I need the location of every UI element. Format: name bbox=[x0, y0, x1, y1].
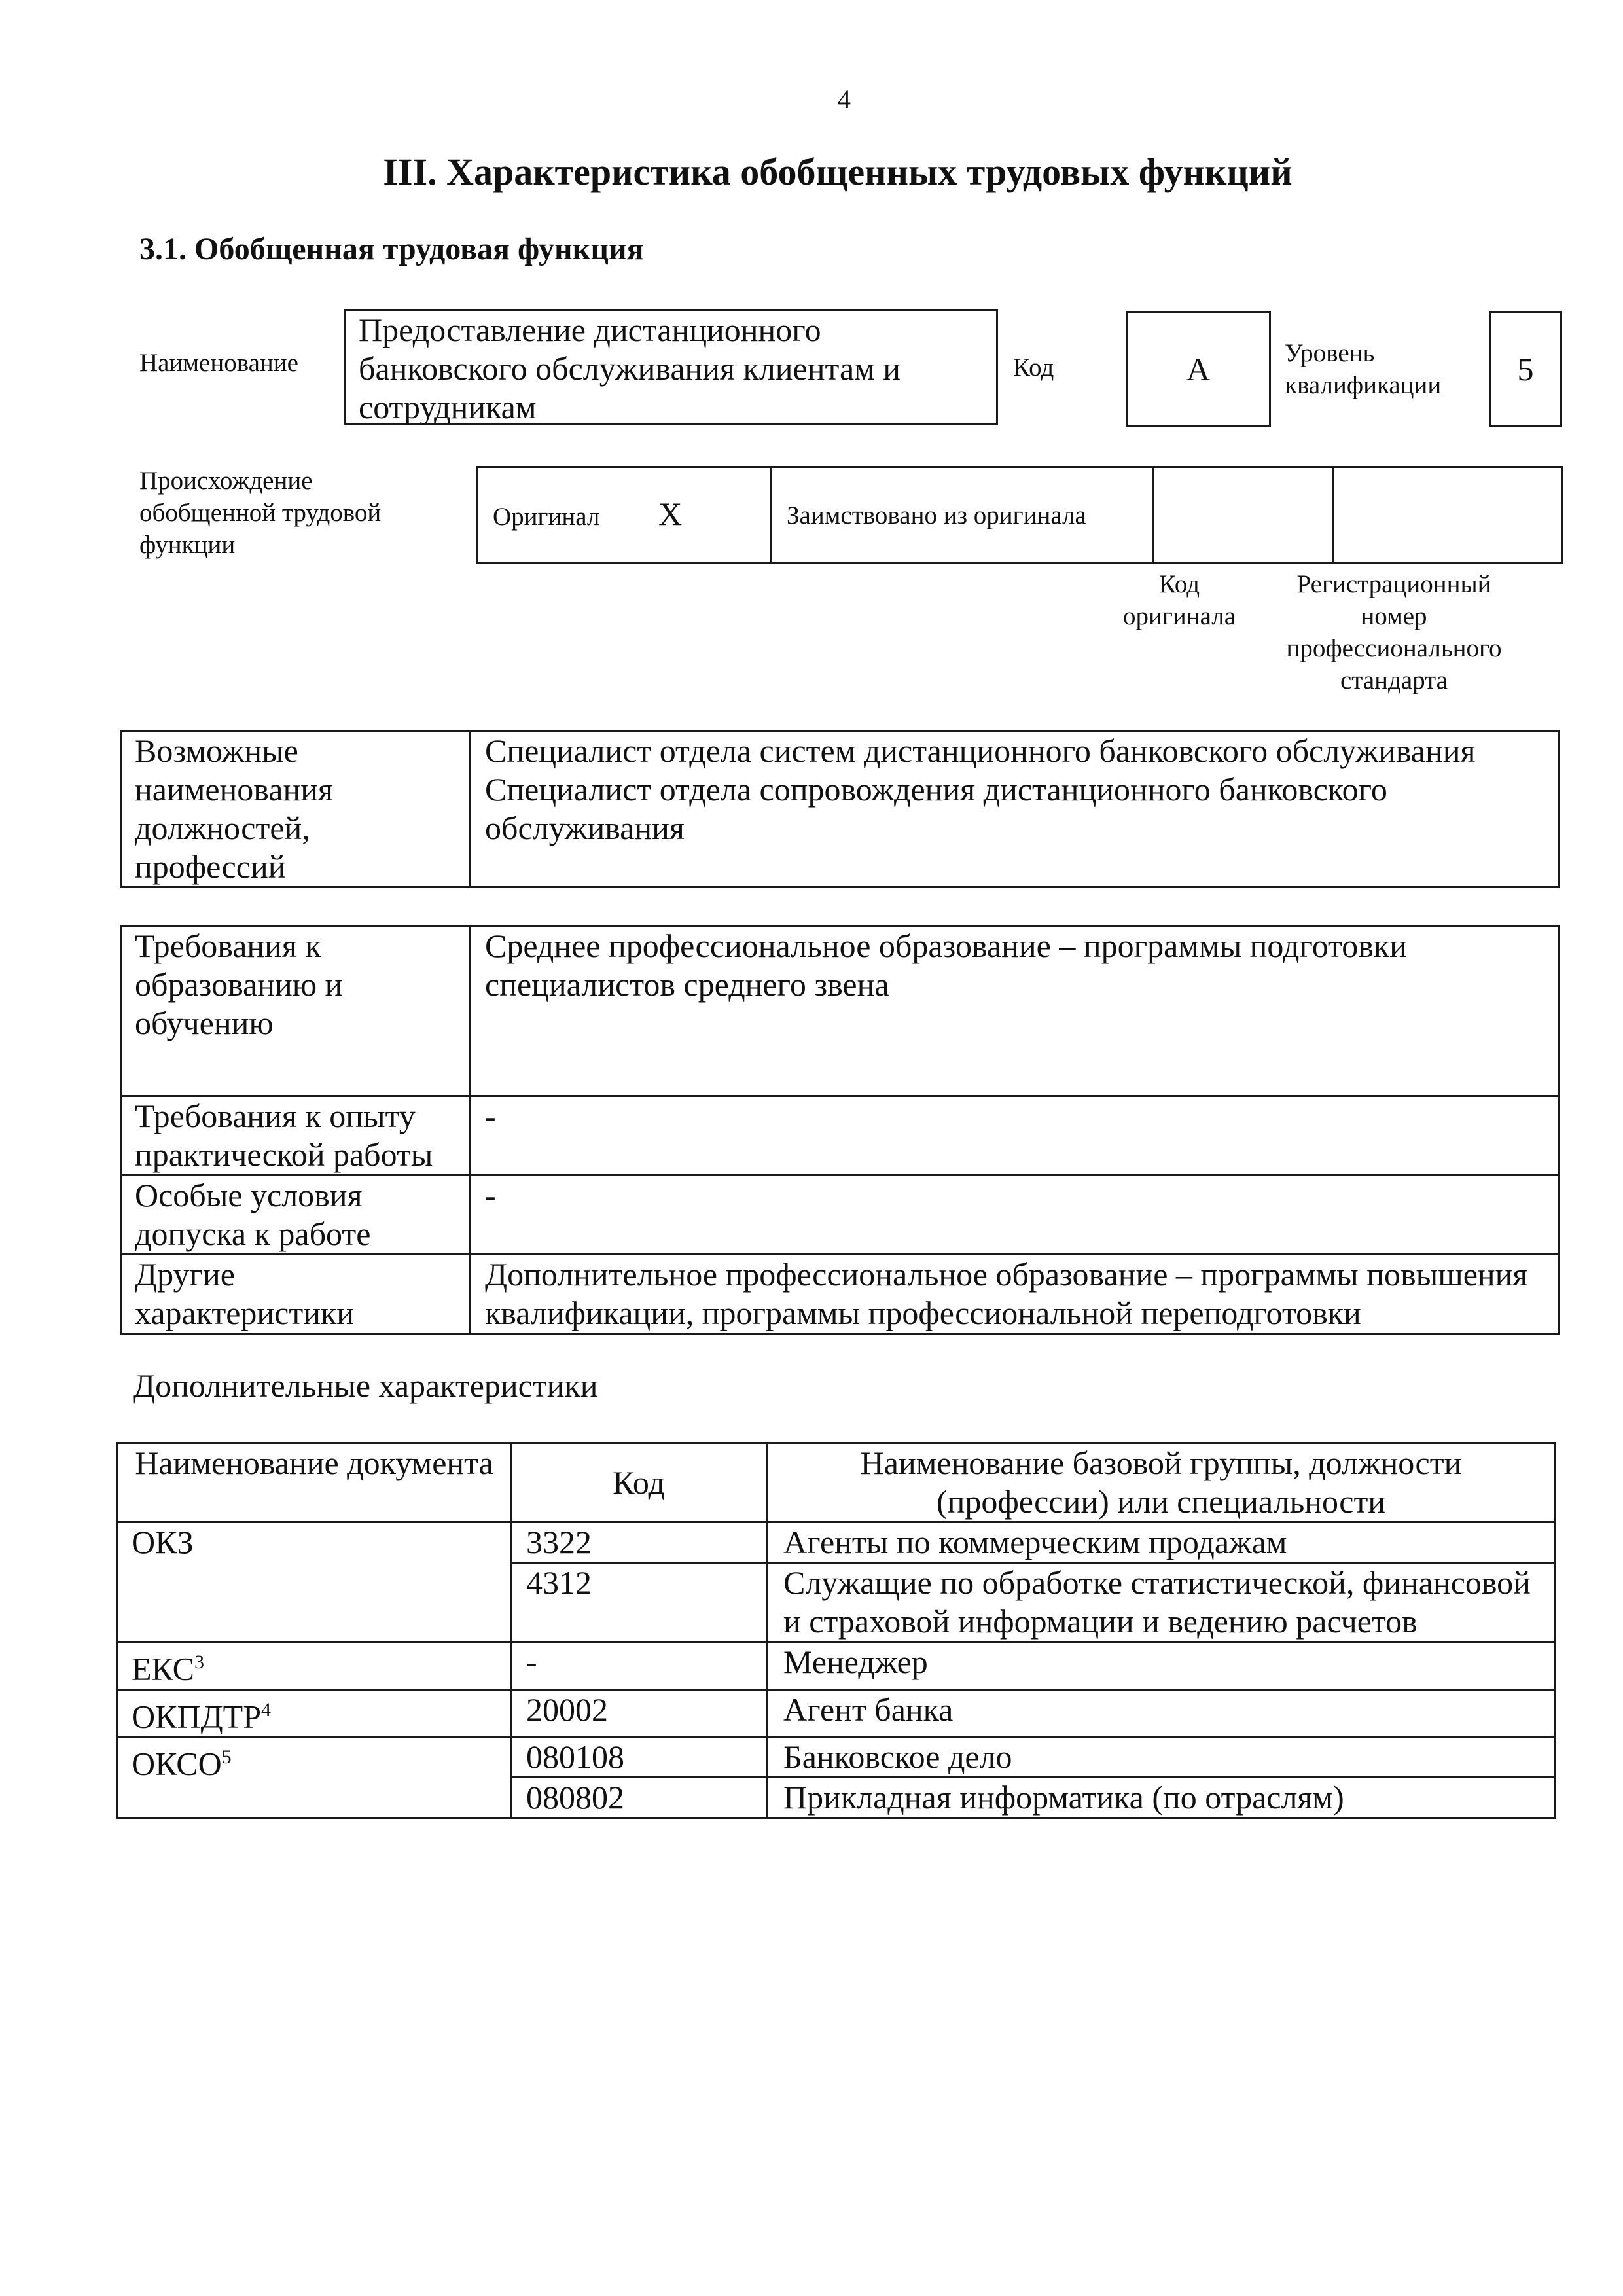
doc-cell bbox=[118, 1737, 511, 1818]
level-box bbox=[1489, 311, 1562, 427]
code-label: Код bbox=[1013, 353, 1054, 382]
name-box bbox=[344, 309, 998, 425]
doc-name: ОКЗ bbox=[132, 1524, 194, 1560]
footnote-ref: 5 bbox=[221, 1746, 232, 1768]
group-name-cell: Агент банка bbox=[767, 1689, 1556, 1737]
doc-name: ОКСО bbox=[132, 1745, 222, 1782]
requirement-label: Другие характеристики bbox=[121, 1255, 470, 1334]
doc-cell bbox=[118, 1689, 511, 1737]
table-row bbox=[118, 1522, 1556, 1563]
positions-table bbox=[120, 730, 1560, 888]
doc-name: ЕКС bbox=[132, 1650, 194, 1687]
doc-cell bbox=[118, 1522, 511, 1642]
original-mark: X bbox=[658, 495, 683, 532]
group-name-cell: Менеджер bbox=[767, 1642, 1556, 1690]
name-value: Предоставление дистанционного банковского обслуживания клиентам и сотрудникам bbox=[359, 312, 901, 425]
positions-values bbox=[470, 731, 1559, 888]
requirements-table bbox=[120, 925, 1560, 1335]
table-row bbox=[118, 1737, 1556, 1778]
origin-label: Происхождение обобщенной трудовой функции bbox=[139, 467, 382, 559]
code-cell: 080108 bbox=[511, 1737, 767, 1778]
table-row bbox=[118, 1689, 1556, 1737]
group-name-cell: Банковское дело bbox=[767, 1737, 1556, 1778]
group-name-cell: Прикладная информатика (по отраслям) bbox=[767, 1778, 1556, 1818]
origin-reg-cell bbox=[1333, 467, 1562, 564]
additional-header-row bbox=[118, 1443, 1556, 1522]
positions-label: Возможные наименования должностей, профессий bbox=[121, 731, 470, 888]
code-cell: 3322 bbox=[511, 1522, 767, 1563]
footnote-ref: 4 bbox=[261, 1698, 272, 1721]
header-name: Наименование базовой группы, должности (профессии) или специальности bbox=[767, 1443, 1556, 1522]
requirement-label: Требования к образованию и обучению bbox=[121, 926, 470, 1096]
origin-code-cell bbox=[1153, 467, 1333, 564]
group-name-cell: Агенты по коммерческим продажам bbox=[767, 1522, 1556, 1563]
code-box bbox=[1126, 311, 1271, 427]
footnote-ref: 3 bbox=[194, 1651, 204, 1673]
position-item: Специалист отдела систем дистанционного банковского обслуживания bbox=[485, 732, 1476, 769]
section-title: III. Характеристика обобщенных трудовых функций bbox=[383, 151, 1293, 193]
doc-cell bbox=[118, 1642, 511, 1690]
code-cell: 4312 bbox=[511, 1563, 767, 1642]
header-doc: Наименование документа bbox=[118, 1443, 511, 1522]
header-code: Код bbox=[511, 1443, 767, 1522]
requirement-value: - bbox=[470, 1175, 1559, 1255]
original-label: Оригинал bbox=[493, 502, 600, 531]
requirement-label: Требования к опыту практической работы bbox=[121, 1096, 470, 1175]
requirement-value: - bbox=[470, 1096, 1559, 1175]
page-number: 4 bbox=[838, 84, 851, 114]
code-value: A bbox=[1186, 351, 1211, 387]
level-label: Уровень квалификации bbox=[1285, 339, 1442, 399]
code-caption: Код оригинала bbox=[1122, 570, 1236, 630]
requirement-value: Дополнительное профессиональное образование – программы повышения квалификации, программы профессиональной переподготовки bbox=[470, 1255, 1559, 1334]
table-row bbox=[118, 1642, 1556, 1690]
origin-original-cell bbox=[478, 467, 772, 564]
requirement-label: Особые условия допуска к работе bbox=[121, 1175, 470, 1255]
position-item: Специалист отдела сопровождения дистанционного банковского обслуживания bbox=[485, 771, 1387, 846]
borrowed-label: Заимствовано из оригинала bbox=[787, 501, 1086, 529]
name-label: Наименование bbox=[139, 349, 298, 377]
group-name-cell: Служащие по обработке статистической, финансовой и страховой информации и ведению расчетов bbox=[767, 1563, 1556, 1642]
code-cell: 20002 bbox=[511, 1689, 767, 1737]
doc-name: ОКПДТР bbox=[132, 1698, 262, 1735]
additional-title: Дополнительные характеристики bbox=[133, 1367, 598, 1404]
code-cell: - bbox=[511, 1642, 767, 1690]
level-value: 5 bbox=[1517, 351, 1534, 387]
additional-table bbox=[116, 1442, 1556, 1819]
requirement-value: Среднее профессиональное образование – программы подготовки специалистов среднего звена bbox=[470, 926, 1559, 1096]
origin-borrowed-cell bbox=[772, 467, 1153, 564]
reg-caption: Регистрационный номер профессионального стандарта bbox=[1286, 570, 1502, 694]
subsection-title: 3.1. Обобщенная трудовая функция bbox=[139, 232, 644, 266]
origin-table bbox=[476, 466, 1563, 564]
code-cell: 080802 bbox=[511, 1778, 767, 1818]
